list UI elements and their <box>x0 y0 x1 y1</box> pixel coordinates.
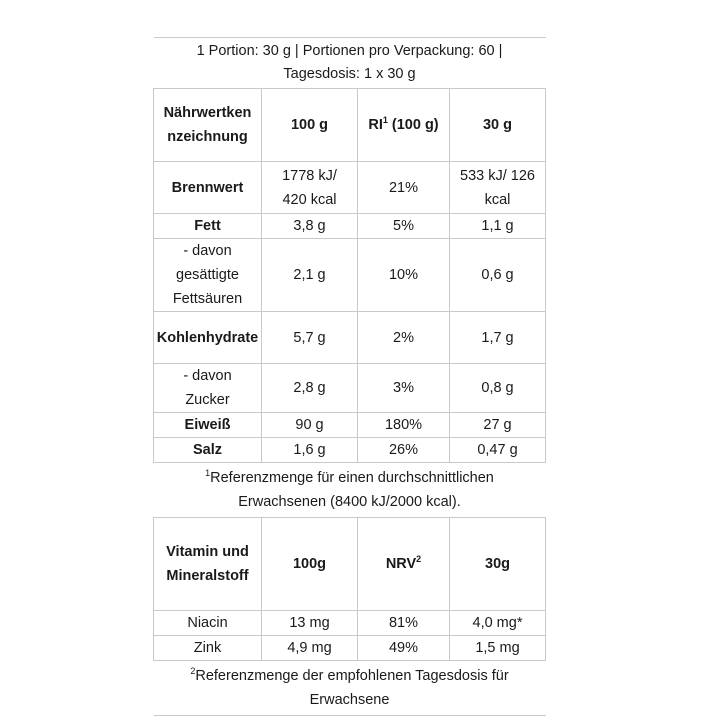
table-row <box>154 364 546 413</box>
footnote-row <box>154 463 546 518</box>
footnote-nrv-sup: 2 <box>190 666 196 677</box>
row-value-30g: 0,6 g <box>450 239 546 312</box>
footnote-row <box>154 661 546 716</box>
nutrition-facts-panel <box>153 37 545 716</box>
row-value-ri: 26% <box>358 438 450 463</box>
table-row <box>154 611 546 636</box>
footnote-nrv-text: Referenzmenge der empfohlenen Tagesdosis für Erwachsene <box>195 668 509 708</box>
row-value-30g: 0,8 g <box>450 364 546 413</box>
row-value-ri: 180% <box>358 413 450 438</box>
header-100g: 100 g <box>262 89 358 162</box>
row-value-100g: 1778 kJ/ 420 kcal <box>262 162 358 214</box>
vit-row-name: Niacin <box>154 611 262 636</box>
row-name: - davon Zucker <box>154 364 262 413</box>
row-name: Salz <box>154 438 262 463</box>
footnote-ri-sup: 1 <box>205 468 211 479</box>
table-row <box>154 636 546 661</box>
row-value-100g: 3,8 g <box>262 214 358 239</box>
row-value-ri: 2% <box>358 312 450 364</box>
vit-row-value-100g: 13 mg <box>262 611 358 636</box>
row-name: - davon gesättigte Fettsäuren <box>154 239 262 312</box>
table-row <box>154 413 546 438</box>
header-nrv-sup: 2 <box>416 554 422 565</box>
vit-row-value-nrv: 81% <box>358 611 450 636</box>
row-value-30g: 1,1 g <box>450 214 546 239</box>
row-value-100g: 2,1 g <box>262 239 358 312</box>
header-ri-label: RI <box>368 117 383 133</box>
row-name: Kohlenhydrate <box>154 312 262 364</box>
row-value-ri: 21% <box>358 162 450 214</box>
table-row <box>154 162 546 214</box>
row-value-30g: 1,7 g <box>450 312 546 364</box>
table-row <box>154 312 546 364</box>
header-naehrwert: Nährwertkennzeichnung <box>154 89 262 162</box>
header-vit-30g: 30g <box>450 518 546 611</box>
row-value-ri: 10% <box>358 239 450 312</box>
header-vit-100g: 100g <box>262 518 358 611</box>
header-nrv-label: NRV <box>385 556 417 572</box>
row-value-30g: 533 kJ/ 126 kcal <box>450 162 546 214</box>
header-ri <box>358 89 450 162</box>
row-value-100g: 90 g <box>262 413 358 438</box>
footnote-ri-text: Referenzmenge für einen durchschnittlichen Erwachsenen (8400 kJ/2000 kcal). <box>210 470 494 510</box>
row-value-30g: 0,47 g <box>450 438 546 463</box>
row-value-30g: 27 g <box>450 413 546 438</box>
row-name: Brennwert <box>154 162 262 214</box>
row-value-ri: 5% <box>358 214 450 239</box>
header-ri-sup: 1 <box>382 115 388 126</box>
table-row <box>154 214 546 239</box>
table-row <box>154 438 546 463</box>
vit-row-name: Zink <box>154 636 262 661</box>
header-30g: 30 g <box>450 89 546 162</box>
vit-row-value-30g: 1,5 mg <box>450 636 546 661</box>
footnote-nrv <box>154 661 546 716</box>
nutrition-table <box>153 37 546 716</box>
header-vitamin: Vitamin und Mineralstoff <box>154 518 262 611</box>
table-row <box>154 239 546 312</box>
vitamin-header-row <box>154 518 546 611</box>
row-name: Fett <box>154 214 262 239</box>
header-nrv <box>358 518 450 611</box>
vit-row-value-100g: 4,9 mg <box>262 636 358 661</box>
footnote-ri <box>154 463 546 518</box>
header-ri-suffix: (100 g) <box>387 117 439 133</box>
vit-row-value-nrv: 49% <box>358 636 450 661</box>
row-value-100g: 5,7 g <box>262 312 358 364</box>
nutrition-header-row <box>154 89 546 162</box>
row-value-100g: 2,8 g <box>262 364 358 413</box>
vit-row-value-30g: 4,0 mg* <box>450 611 546 636</box>
row-name: Eiweiß <box>154 413 262 438</box>
row-value-ri: 3% <box>358 364 450 413</box>
row-value-100g: 1,6 g <box>262 438 358 463</box>
serving-info: 1 Portion: 30 g | Portionen pro Verpackung: 60 | Tagesdosis: 1 x 30 g <box>154 38 546 89</box>
